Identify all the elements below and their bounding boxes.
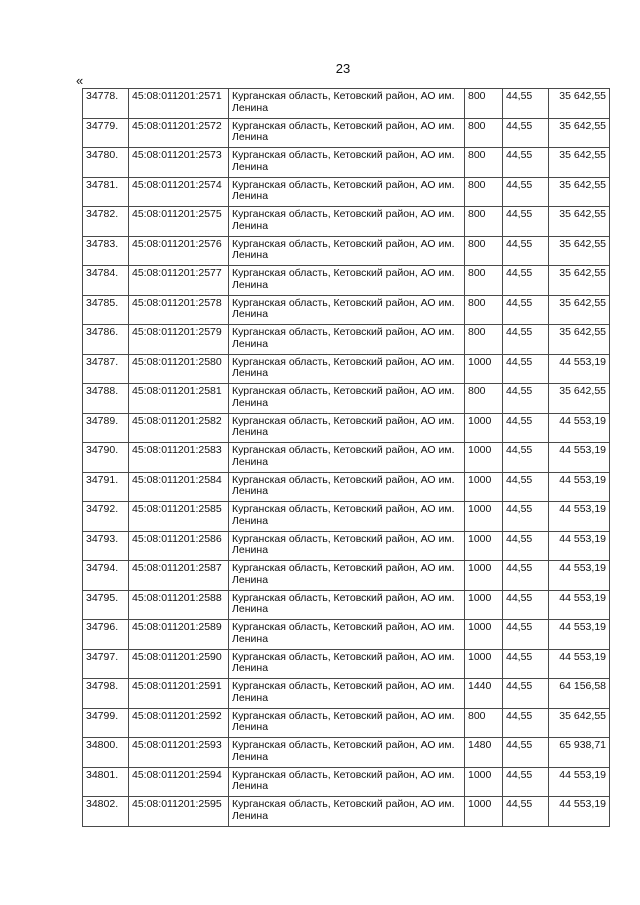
area-cell: 1000 xyxy=(465,561,503,591)
rate-cell: 44,55 xyxy=(503,413,549,443)
address-cell: Курганская область, Кетовский район, АО им. Ленина xyxy=(229,207,465,237)
area-cell: 1000 xyxy=(465,443,503,473)
cadastral-number-cell: 45:08:011201:2573 xyxy=(129,148,229,178)
cadastral-number-cell: 45:08:011201:2588 xyxy=(129,590,229,620)
address-cell: Курганская область, Кетовский район, АО им. Ленина xyxy=(229,590,465,620)
row-number-cell: 34783. xyxy=(83,236,129,266)
table-row xyxy=(83,236,610,266)
cadastral-number-cell: 45:08:011201:2594 xyxy=(129,767,229,797)
address-cell: Курганская область, Кетовский район, АО им. Ленина xyxy=(229,649,465,679)
rate-cell: 44,55 xyxy=(503,797,549,827)
cadastral-number-cell: 45:08:011201:2582 xyxy=(129,413,229,443)
rate-cell: 44,55 xyxy=(503,767,549,797)
table-row xyxy=(83,531,610,561)
cadastral-value-cell: 44 553,19 xyxy=(549,590,610,620)
row-number-cell: 34785. xyxy=(83,295,129,325)
cadastral-value-cell: 35 642,55 xyxy=(549,708,610,738)
rate-cell: 44,55 xyxy=(503,118,549,148)
area-cell: 1000 xyxy=(465,354,503,384)
area-cell: 800 xyxy=(465,708,503,738)
cadastral-value-cell: 35 642,55 xyxy=(549,118,610,148)
row-number-cell: 34790. xyxy=(83,443,129,473)
table-row xyxy=(83,413,610,443)
cadastral-number-cell: 45:08:011201:2595 xyxy=(129,797,229,827)
area-cell: 1000 xyxy=(465,590,503,620)
area-cell: 1000 xyxy=(465,472,503,502)
rate-cell: 44,55 xyxy=(503,443,549,473)
row-number-cell: 34788. xyxy=(83,384,129,414)
rate-cell: 44,55 xyxy=(503,177,549,207)
row-number-cell: 34791. xyxy=(83,472,129,502)
area-cell: 800 xyxy=(465,266,503,296)
rate-cell: 44,55 xyxy=(503,738,549,768)
address-cell: Курганская область, Кетовский район, АО им. Ленина xyxy=(229,443,465,473)
address-cell: Курганская область, Кетовский район, АО им. Ленина xyxy=(229,502,465,532)
cadastral-value-cell: 44 553,19 xyxy=(549,472,610,502)
cadastral-value-cell: 44 553,19 xyxy=(549,767,610,797)
table-row xyxy=(83,502,610,532)
address-cell: Курганская область, Кетовский район, АО им. Ленина xyxy=(229,148,465,178)
table-row xyxy=(83,89,610,119)
row-number-cell: 34779. xyxy=(83,118,129,148)
table-row xyxy=(83,266,610,296)
address-cell: Курганская область, Кетовский район, АО им. Ленина xyxy=(229,620,465,650)
row-number-cell: 34796. xyxy=(83,620,129,650)
area-cell: 800 xyxy=(465,207,503,237)
rate-cell: 44,55 xyxy=(503,531,549,561)
table-row xyxy=(83,620,610,650)
cadastral-value-cell: 35 642,55 xyxy=(549,177,610,207)
area-cell: 800 xyxy=(465,295,503,325)
address-cell: Курганская область, Кетовский район, АО им. Ленина xyxy=(229,295,465,325)
rate-cell: 44,55 xyxy=(503,561,549,591)
table-row xyxy=(83,207,610,237)
cadastral-value-cell: 35 642,55 xyxy=(549,236,610,266)
address-cell: Курганская область, Кетовский район, АО им. Ленина xyxy=(229,384,465,414)
table-row xyxy=(83,148,610,178)
table-row xyxy=(83,738,610,768)
cadastral-number-cell: 45:08:011201:2592 xyxy=(129,708,229,738)
cadastral-value-cell: 35 642,55 xyxy=(549,207,610,237)
cadastral-value-cell: 64 156,58 xyxy=(549,679,610,709)
address-cell: Курганская область, Кетовский район, АО им. Ленина xyxy=(229,561,465,591)
address-cell: Курганская область, Кетовский район, АО им. Ленина xyxy=(229,472,465,502)
table-row xyxy=(83,354,610,384)
cadastral-number-cell: 45:08:011201:2576 xyxy=(129,236,229,266)
rate-cell: 44,55 xyxy=(503,620,549,650)
cadastral-number-cell: 45:08:011201:2580 xyxy=(129,354,229,384)
row-number-cell: 34794. xyxy=(83,561,129,591)
area-cell: 800 xyxy=(465,177,503,207)
rate-cell: 44,55 xyxy=(503,590,549,620)
cadastral-value-cell: 44 553,19 xyxy=(549,413,610,443)
rate-cell: 44,55 xyxy=(503,354,549,384)
area-cell: 1000 xyxy=(465,620,503,650)
table-row xyxy=(83,561,610,591)
address-cell: Курганская область, Кетовский район, АО им. Ленина xyxy=(229,738,465,768)
table-row xyxy=(83,472,610,502)
table-row xyxy=(83,177,610,207)
cadastral-value-cell: 44 553,19 xyxy=(549,620,610,650)
cadastral-value-cell: 35 642,55 xyxy=(549,266,610,296)
rate-cell: 44,55 xyxy=(503,708,549,738)
area-cell: 800 xyxy=(465,236,503,266)
table-row xyxy=(83,325,610,355)
address-cell: Курганская область, Кетовский район, АО им. Ленина xyxy=(229,797,465,827)
cadastral-number-cell: 45:08:011201:2577 xyxy=(129,266,229,296)
row-number-cell: 34787. xyxy=(83,354,129,384)
table-row xyxy=(83,590,610,620)
area-cell: 800 xyxy=(465,118,503,148)
cadastral-number-cell: 45:08:011201:2581 xyxy=(129,384,229,414)
address-cell: Курганская область, Кетовский район, АО им. Ленина xyxy=(229,236,465,266)
row-number-cell: 34784. xyxy=(83,266,129,296)
table-row xyxy=(83,384,610,414)
cadastral-number-cell: 45:08:011201:2586 xyxy=(129,531,229,561)
area-cell: 1000 xyxy=(465,797,503,827)
rate-cell: 44,55 xyxy=(503,266,549,296)
table-row xyxy=(83,649,610,679)
cadastral-number-cell: 45:08:011201:2572 xyxy=(129,118,229,148)
row-number-cell: 34782. xyxy=(83,207,129,237)
cadastral-number-cell: 45:08:011201:2578 xyxy=(129,295,229,325)
cadastral-value-cell: 35 642,55 xyxy=(549,325,610,355)
table-row xyxy=(83,767,610,797)
address-cell: Курганская область, Кетовский район, АО им. Ленина xyxy=(229,767,465,797)
cadastral-number-cell: 45:08:011201:2583 xyxy=(129,443,229,473)
table-row xyxy=(83,118,610,148)
registry-table-body xyxy=(83,89,610,827)
area-cell: 1480 xyxy=(465,738,503,768)
row-number-cell: 34778. xyxy=(83,89,129,119)
row-number-cell: 34801. xyxy=(83,767,129,797)
area-cell: 1000 xyxy=(465,413,503,443)
table-row xyxy=(83,708,610,738)
row-number-cell: 34802. xyxy=(83,797,129,827)
cadastral-value-cell: 35 642,55 xyxy=(549,148,610,178)
cadastral-number-cell: 45:08:011201:2574 xyxy=(129,177,229,207)
rate-cell: 44,55 xyxy=(503,384,549,414)
opening-quote-mark: « xyxy=(76,73,84,88)
row-number-cell: 34797. xyxy=(83,649,129,679)
row-number-cell: 34799. xyxy=(83,708,129,738)
cadastral-number-cell: 45:08:011201:2587 xyxy=(129,561,229,591)
table-row xyxy=(83,295,610,325)
cadastral-number-cell: 45:08:011201:2579 xyxy=(129,325,229,355)
cadastral-number-cell: 45:08:011201:2571 xyxy=(129,89,229,119)
rate-cell: 44,55 xyxy=(503,649,549,679)
address-cell: Курганская область, Кетовский район, АО им. Ленина xyxy=(229,708,465,738)
area-cell: 1000 xyxy=(465,649,503,679)
rate-cell: 44,55 xyxy=(503,295,549,325)
cadastral-number-cell: 45:08:011201:2584 xyxy=(129,472,229,502)
area-cell: 1000 xyxy=(465,531,503,561)
cadastral-value-cell: 44 553,19 xyxy=(549,354,610,384)
row-number-cell: 34795. xyxy=(83,590,129,620)
row-number-cell: 34792. xyxy=(83,502,129,532)
rate-cell: 44,55 xyxy=(503,325,549,355)
row-number-cell: 34800. xyxy=(83,738,129,768)
rate-cell: 44,55 xyxy=(503,502,549,532)
row-number-cell: 34786. xyxy=(83,325,129,355)
cadastral-number-cell: 45:08:011201:2593 xyxy=(129,738,229,768)
cadastral-value-cell: 44 553,19 xyxy=(549,502,610,532)
table-row xyxy=(83,443,610,473)
area-cell: 1000 xyxy=(465,502,503,532)
rate-cell: 44,55 xyxy=(503,207,549,237)
area-cell: 800 xyxy=(465,384,503,414)
table-row xyxy=(83,797,610,827)
address-cell: Курганская область, Кетовский район, АО им. Ленина xyxy=(229,531,465,561)
cadastral-number-cell: 45:08:011201:2585 xyxy=(129,502,229,532)
address-cell: Курганская область, Кетовский район, АО им. Ленина xyxy=(229,354,465,384)
cadastral-value-cell: 44 553,19 xyxy=(549,561,610,591)
address-cell: Курганская область, Кетовский район, АО им. Ленина xyxy=(229,89,465,119)
row-number-cell: 34793. xyxy=(83,531,129,561)
cadastral-number-cell: 45:08:011201:2575 xyxy=(129,207,229,237)
address-cell: Курганская область, Кетовский район, АО им. Ленина xyxy=(229,118,465,148)
page-number: 23 xyxy=(335,61,351,76)
rate-cell: 44,55 xyxy=(503,148,549,178)
row-number-cell: 34798. xyxy=(83,679,129,709)
row-number-cell: 34789. xyxy=(83,413,129,443)
rate-cell: 44,55 xyxy=(503,236,549,266)
row-number-cell: 34781. xyxy=(83,177,129,207)
address-cell: Курганская область, Кетовский район, АО им. Ленина xyxy=(229,177,465,207)
address-cell: Курганская область, Кетовский район, АО им. Ленина xyxy=(229,325,465,355)
address-cell: Курганская область, Кетовский район, АО им. Ленина xyxy=(229,679,465,709)
rate-cell: 44,55 xyxy=(503,679,549,709)
area-cell: 800 xyxy=(465,89,503,119)
area-cell: 1000 xyxy=(465,767,503,797)
rate-cell: 44,55 xyxy=(503,89,549,119)
cadastral-number-cell: 45:08:011201:2591 xyxy=(129,679,229,709)
cadastral-value-cell: 35 642,55 xyxy=(549,384,610,414)
address-cell: Курганская область, Кетовский район, АО им. Ленина xyxy=(229,413,465,443)
address-cell: Курганская область, Кетовский район, АО им. Ленина xyxy=(229,266,465,296)
row-number-cell: 34780. xyxy=(83,148,129,178)
cadastral-value-cell: 44 553,19 xyxy=(549,797,610,827)
table-row xyxy=(83,679,610,709)
cadastral-value-cell: 35 642,55 xyxy=(549,89,610,119)
cadastral-value-cell: 44 553,19 xyxy=(549,649,610,679)
cadastral-value-cell: 44 553,19 xyxy=(549,443,610,473)
cadastral-value-cell: 65 938,71 xyxy=(549,738,610,768)
area-cell: 1440 xyxy=(465,679,503,709)
cadastral-number-cell: 45:08:011201:2590 xyxy=(129,649,229,679)
cadastral-value-cell: 35 642,55 xyxy=(549,295,610,325)
cadastral-value-cell: 44 553,19 xyxy=(549,531,610,561)
area-cell: 800 xyxy=(465,325,503,355)
cadastral-number-cell: 45:08:011201:2589 xyxy=(129,620,229,650)
land-registry-table xyxy=(82,88,610,827)
rate-cell: 44,55 xyxy=(503,472,549,502)
area-cell: 800 xyxy=(465,148,503,178)
